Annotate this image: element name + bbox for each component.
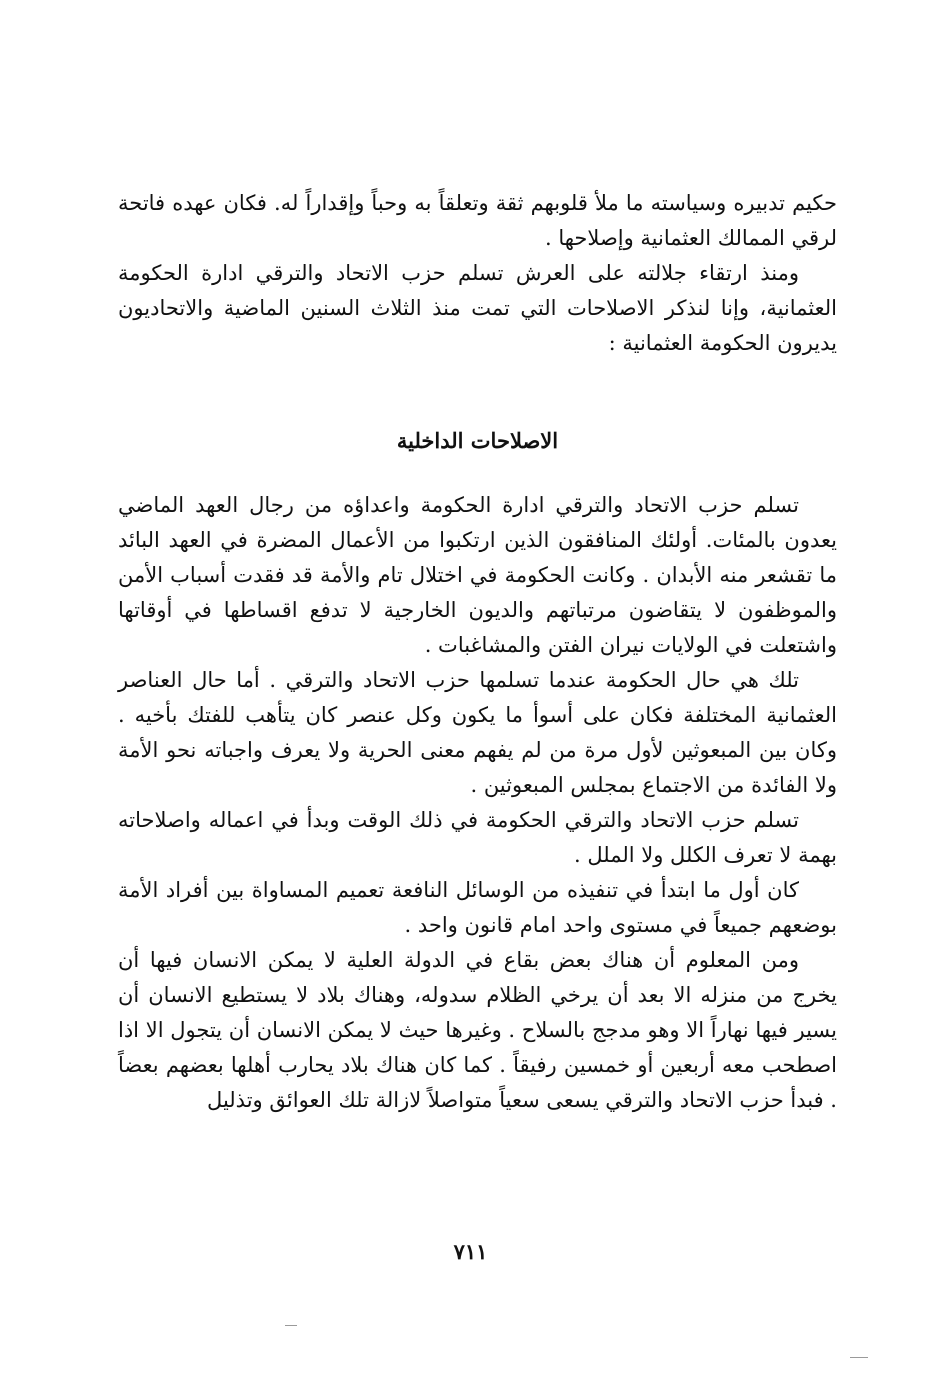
page-number: ٧١١ bbox=[453, 1239, 488, 1264]
section-body bbox=[118, 488, 837, 1118]
paragraph: تلك هي حال الحكومة عندما تسلمها حزب الاتحاد والترقي . أما حال العناصر العثمانية المختلفة فكان على أسوأ ما يكون وكل عنصر كان يتأهب للفتك بأخيه . وكان بين المبعوثين لأول مرة من لم يفهم معنى الحرية ولا يعرف واجباته نحو الأمة ولا الفائدة من الاجتماع بمجلس المبعوثين . bbox=[118, 668, 837, 797]
paragraph: كان أول ما ابتدأ في تنفيذه من الوسائل النافعة تعميم المساواة بين أفراد الأمة بوضعهم جميعاً في مستوى واحد امام قانون واحد . bbox=[118, 878, 837, 937]
paragraph: ومنذ ارتقاء جلالته على العرش تسلم حزب الاتحاد والترقي ادارة الحكومة العثمانية، وإنا لنذكر الاصلاحات التي تمت منذ الثلاث السنين الماضية والاتحاديون يديرون الحكومة العثمانية : bbox=[118, 261, 837, 355]
paragraph: تسلم حزب الاتحاد والترقي ادارة الحكومة واعداؤه من رجال العهد الماضي يعدون بالمئات. أولئك المنافقون الذين ارتكبوا من الأعمال المضرة في العهد البائد ما تقشعر منه الأبدان . وكانت الحكومة في اختلال تام والأمة قد فقدت أسباب الأمن والموظفون لا يتقاضون مرتباتهم والديون الخارجية لا تدفع اقساطها في أوقاتها واشتعلت في الولايات نيران الفتن والمشاغبات . bbox=[118, 493, 837, 657]
paragraph: ومن المعلوم أن هناك بعض بقاع في الدولة العلية لا يمكن الانسان فيها أن يخرج من منزله الا بعد أن يرخي الظلام سدوله، وهناك بلاد لا يستطيع الانسان أن يسير فيها نهاراً الا وهو مدجج بالسلاح . وغيرها حيث لا يمكن الانسان أن يتجول الا اذا اصطحب معه أربعين أو خمسين رفيقاً . كما كان هناك بلاد يحارب أهلها بعضهم بعضاً . فبدأ حزب الاتحاد والترقي يسعى سعياً متواصلاً لازالة تلك العوائق وتذليل bbox=[118, 948, 837, 1112]
scan-mark bbox=[850, 1357, 868, 1358]
section-heading: الاصلاحات الداخلية bbox=[396, 428, 559, 453]
paragraph: حكيم تدبيره وسياسته ما ملأ قلوبهم ثقة وتعلقاً به وحباً وإقداراً له. فكان عهده فاتحة لرقي الممالك العثمانية وإصلاحها . bbox=[118, 191, 837, 250]
intro-text bbox=[118, 186, 837, 361]
scan-mark bbox=[285, 1325, 297, 1326]
paragraph: تسلم حزب الاتحاد والترقي الحكومة في ذلك الوقت وبدأ في اعماله واصلاحاته بهمة لا تعرف الكلل ولا الملل . bbox=[118, 808, 837, 867]
